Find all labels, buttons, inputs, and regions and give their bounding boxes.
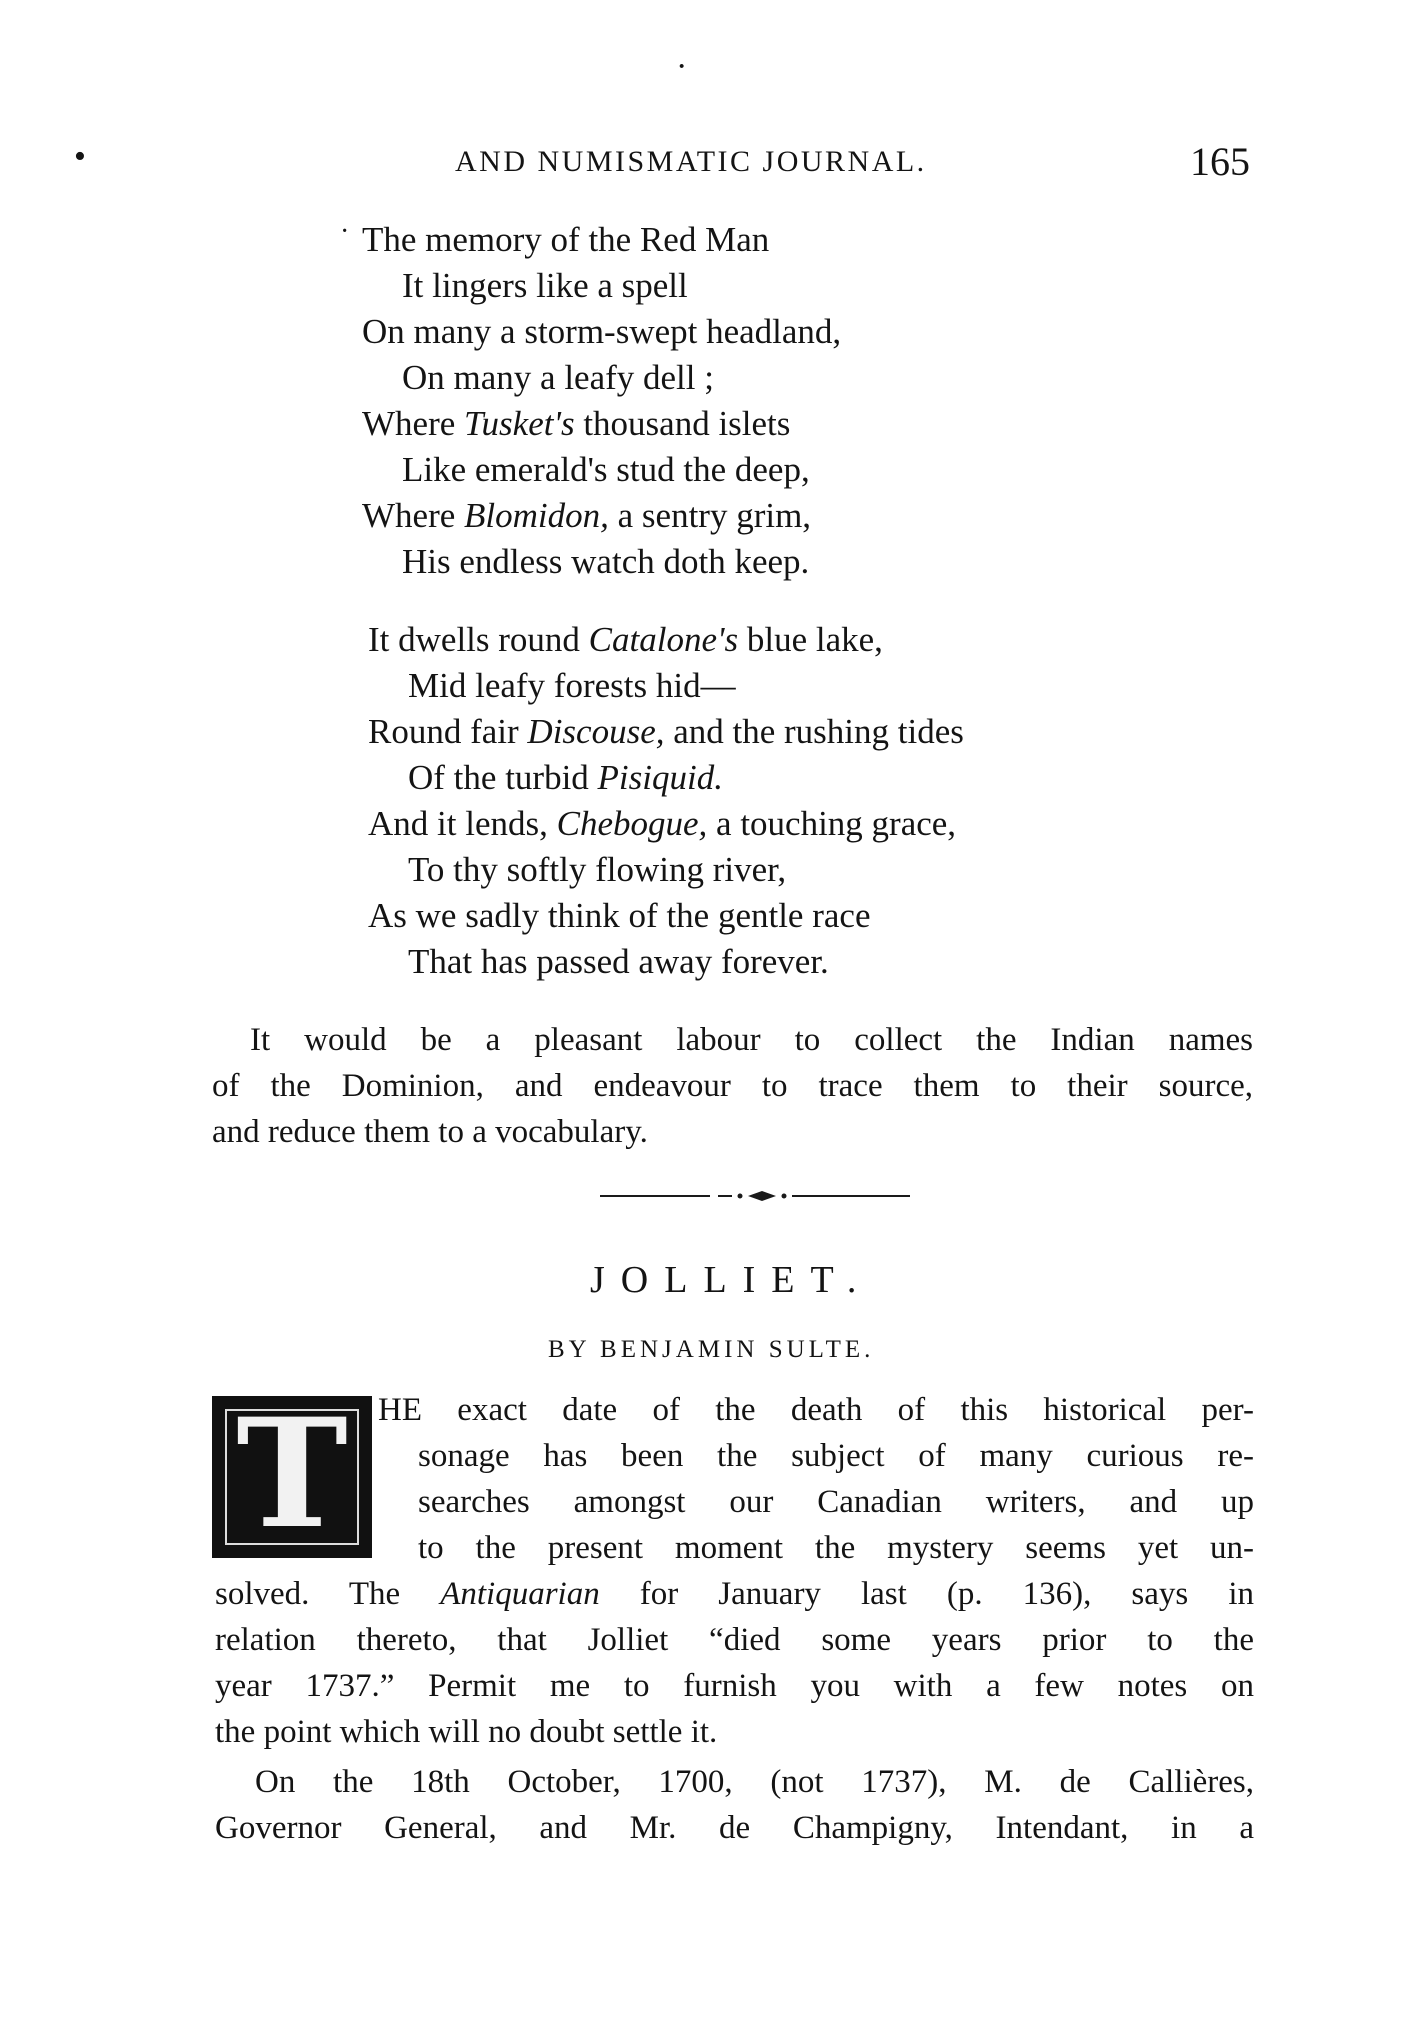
article-line: solved. The Antiquarian for January last (p. 136), says in <box>215 1576 1254 1612</box>
stray-mark-line: · <box>340 216 350 247</box>
drop-cap-letter: T <box>236 1386 348 1562</box>
place-name: Tusket's <box>464 404 575 443</box>
poem-line: To thy softly flowing river, <box>408 850 787 889</box>
journal-name: Antiquarian <box>440 1576 600 1612</box>
article-line: Governor General, and Mr. de Champigny, Intendant, in a <box>215 1810 1254 1846</box>
article-line: year 1737.” Permit me to furnish you with a few notes on <box>215 1668 1254 1704</box>
paragraph-line: and reduce them to a vocabulary. <box>212 1114 648 1150</box>
page-number: 165 <box>1190 139 1250 184</box>
poem-line: Where Tusket's thousand islets <box>362 404 791 443</box>
article-line: the point which will no doubt settle it. <box>215 1714 718 1750</box>
stray-mark-top: · <box>676 48 688 85</box>
place-name: Blomidon, <box>464 496 609 535</box>
poem-line: Mid leafy forests hid— <box>408 666 736 705</box>
poem-line: As we sadly think of the gentle race <box>368 896 871 935</box>
poem-line: Of the turbid Pisiquid. <box>408 758 723 797</box>
article-line: On the 18th October, 1700, (not 1737), M. de Callières, <box>255 1764 1254 1800</box>
poem-line: The memory of the Red Man <box>362 220 770 259</box>
poem-line: Like emerald's stud the deep, <box>402 450 810 489</box>
byline: BY BENJAMIN SULTE. <box>548 1336 875 1363</box>
poem-line: That has passed away forever. <box>408 942 829 981</box>
poem-line: It dwells round Catalone's blue lake, <box>368 620 883 659</box>
poem-line: Where Blomidon, a sentry grim, <box>362 496 812 535</box>
paragraph-line: of the Dominion, and endeavour to trace them to their source, <box>212 1068 1253 1104</box>
paragraph-line: It would be a pleasant labour to collect the Indian names <box>250 1022 1253 1058</box>
poem-line: Round fair Discouse, and the rushing tides <box>368 712 964 751</box>
place-name: Discouse, <box>527 712 665 751</box>
poem-line: On many a leafy dell ; <box>402 358 714 397</box>
place-name: Pisiquid. <box>597 758 723 797</box>
poem-line: On many a storm-swept headland, <box>362 312 842 351</box>
article-line: sonage has been the subject of many curious re- <box>418 1438 1254 1474</box>
ornamental-rule <box>600 1186 910 1206</box>
poem-line: And it lends, Chebogue, a touching grace, <box>368 804 957 843</box>
article-title: JOLLIET. <box>590 1259 873 1301</box>
article-line: HE exact date of the death of this historical per- <box>378 1392 1254 1428</box>
place-name: Chebogue, <box>556 804 708 843</box>
article-line: relation thereto, that Jolliet “died some years prior to the <box>215 1622 1254 1658</box>
stray-mark-margin: • <box>74 138 86 175</box>
article-line: to the present moment the mystery seems yet un- <box>418 1530 1254 1566</box>
place-name: Catalone's <box>588 620 739 659</box>
running-head: AND NUMISMATIC JOURNAL. <box>455 145 927 178</box>
poem-line: His endless watch doth keep. <box>402 542 810 581</box>
poem-line: It lingers like a spell <box>402 266 688 305</box>
article-line: searches amongst our Canadian writers, and up <box>418 1484 1254 1520</box>
drop-cap <box>212 1386 372 1562</box>
